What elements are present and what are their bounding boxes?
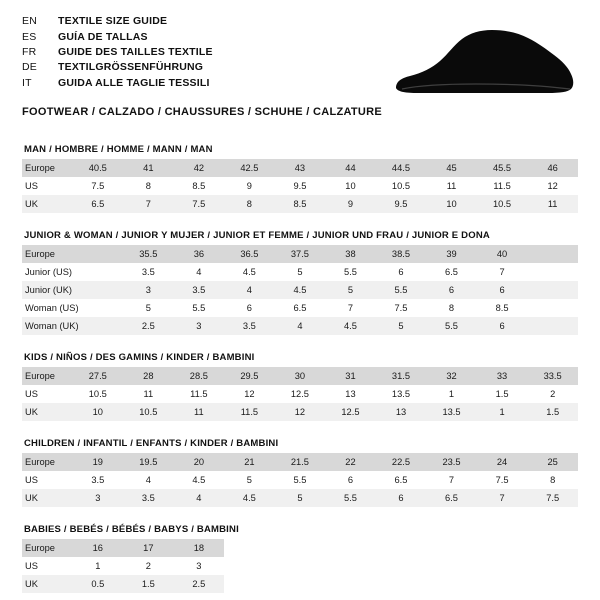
size-cell: 9.5	[376, 195, 427, 213]
size-cell: 9	[224, 177, 275, 195]
size-cell: 3.5	[174, 281, 225, 299]
size-cell: 10	[325, 177, 376, 195]
size-cell: 1.5	[477, 385, 528, 403]
table-row	[22, 557, 578, 575]
empty-cell	[275, 575, 326, 593]
size-cell: 40	[477, 245, 528, 263]
size-cell: 1	[73, 557, 124, 575]
size-cell: 20	[174, 453, 225, 471]
section-children	[22, 438, 578, 507]
size-cell: 2.5	[174, 575, 225, 593]
language-title-list-body	[22, 14, 213, 90]
size-cell: 39	[426, 245, 477, 263]
size-cell: 38.5	[376, 245, 427, 263]
size-cell: 11	[174, 403, 225, 421]
size-cell: 6.5	[426, 263, 477, 281]
language-title: TEXTILE SIZE GUIDE	[58, 15, 168, 28]
section-man	[22, 144, 578, 213]
size-cell: 8	[527, 471, 578, 489]
size-cell: 12	[527, 177, 578, 195]
size-cell: 9	[325, 195, 376, 213]
size-cell: 28.5	[174, 367, 225, 385]
row-label: UK	[22, 575, 73, 593]
table-row	[22, 489, 578, 507]
size-cell: 10.5	[73, 385, 124, 403]
size-cell: 7	[325, 299, 376, 317]
size-cell: 5.5	[325, 263, 376, 281]
size-cell: 4.5	[275, 281, 326, 299]
size-cell: 5	[275, 263, 326, 281]
language-title: TEXTILGRÖSSENFÜHRUNG	[58, 61, 204, 74]
size-cell: 37.5	[275, 245, 326, 263]
size-cell: 5	[123, 299, 174, 317]
row-label: Woman (US)	[22, 299, 73, 317]
size-cell: 1	[426, 385, 477, 403]
size-table-babies	[22, 539, 578, 593]
size-cell: 19.5	[123, 453, 174, 471]
language-row	[22, 29, 213, 44]
size-cell: 7.5	[527, 489, 578, 507]
size-cell: 3	[174, 317, 225, 335]
size-cell: 8	[426, 299, 477, 317]
size-cell: 10.5	[477, 195, 528, 213]
row-label: Junior (UK)	[22, 281, 73, 299]
size-table-body	[22, 539, 578, 593]
size-cell: 12	[224, 385, 275, 403]
size-cell: 30	[275, 367, 326, 385]
size-cell: 3.5	[73, 471, 124, 489]
header	[0, 0, 600, 90]
size-cell: 22.5	[376, 453, 427, 471]
size-cell: 38	[325, 245, 376, 263]
size-cell: 5.5	[426, 317, 477, 335]
row-label: US	[22, 557, 73, 575]
empty-cell	[527, 557, 578, 575]
size-cell: 28	[123, 367, 174, 385]
size-cell: 24	[477, 453, 528, 471]
section-spacer	[0, 421, 600, 438]
size-cell: 10.5	[123, 403, 174, 421]
empty-cell	[275, 557, 326, 575]
size-cell: 13	[325, 385, 376, 403]
size-cell: 3.5	[123, 263, 174, 281]
size-cell: 5.5	[174, 299, 225, 317]
empty-cell	[477, 557, 528, 575]
size-cell: 2.5	[123, 317, 174, 335]
size-cell: 12.5	[325, 403, 376, 421]
table-row	[22, 317, 578, 335]
size-cell: 7	[426, 471, 477, 489]
size-cell: 31	[325, 367, 376, 385]
section-spacer	[0, 213, 600, 230]
size-cell: 36	[174, 245, 225, 263]
row-label: Europe	[22, 453, 73, 471]
size-table-children	[22, 453, 578, 507]
empty-cell	[527, 539, 578, 557]
size-cell: 11	[527, 195, 578, 213]
row-label: Europe	[22, 539, 73, 557]
table-row	[22, 385, 578, 403]
size-cell: 5	[325, 281, 376, 299]
section-title: MAN / HOMBRE / HOMME / MANN / MAN	[24, 144, 213, 156]
size-cell: 41	[123, 159, 174, 177]
size-cell: 7	[477, 489, 528, 507]
size-cell: 8.5	[477, 299, 528, 317]
size-cell	[527, 317, 578, 335]
language-code: EN	[22, 15, 37, 28]
size-cell: 8.5	[275, 195, 326, 213]
row-label: Europe	[22, 367, 73, 385]
size-cell	[73, 299, 124, 317]
size-table-kids	[22, 367, 578, 421]
section-title: CHILDREN / INFANTIL / ENFANTS / KINDER / BAMBINI	[24, 438, 279, 450]
empty-cell	[325, 575, 376, 593]
language-code: IT	[22, 76, 32, 89]
size-cell: 6	[325, 471, 376, 489]
table-row	[22, 281, 578, 299]
table-row	[22, 195, 578, 213]
empty-cell	[224, 539, 275, 557]
size-cell: 6.5	[376, 471, 427, 489]
empty-cell	[224, 575, 275, 593]
empty-cell	[527, 575, 578, 593]
size-cell: 44	[325, 159, 376, 177]
size-cell: 31.5	[376, 367, 427, 385]
table-row	[22, 575, 578, 593]
size-cell: 6	[376, 489, 427, 507]
size-cell: 6.5	[275, 299, 326, 317]
size-cell: 43	[275, 159, 326, 177]
size-cell: 36.5	[224, 245, 275, 263]
language-code: DE	[22, 61, 37, 74]
size-cell: 17	[123, 539, 174, 557]
row-label: US	[22, 177, 73, 195]
row-label: US	[22, 385, 73, 403]
size-cell: 1	[477, 403, 528, 421]
empty-cell	[426, 557, 477, 575]
category-line: FOOTWEAR / CALZADO / CHAUSSURES / SCHUHE / CALZATURE	[22, 106, 383, 119]
size-table-body	[22, 453, 578, 507]
size-cell: 35.5	[123, 245, 174, 263]
size-table-body	[22, 245, 578, 335]
size-cell: 4.5	[325, 317, 376, 335]
size-cell: 10.5	[376, 177, 427, 195]
table-row	[22, 471, 578, 489]
size-cell: 10	[73, 403, 124, 421]
table-row	[22, 367, 578, 385]
size-cell: 46	[527, 159, 578, 177]
size-cell: 22	[325, 453, 376, 471]
size-cell: 4	[174, 489, 225, 507]
size-cell: 11	[123, 385, 174, 403]
empty-cell	[376, 539, 427, 557]
size-cell: 18	[174, 539, 225, 557]
size-cell	[73, 281, 124, 299]
size-cell: 4.5	[224, 263, 275, 281]
table-row	[22, 177, 578, 195]
table-row	[22, 453, 578, 471]
empty-cell	[325, 557, 376, 575]
size-cell: 5	[224, 471, 275, 489]
size-cell	[527, 281, 578, 299]
size-cell: 9.5	[275, 177, 326, 195]
size-cell: 7.5	[174, 195, 225, 213]
size-cell: 21.5	[275, 453, 326, 471]
table-row	[22, 263, 578, 281]
size-cell: 6	[224, 299, 275, 317]
section-junior-woman	[22, 230, 578, 335]
size-cell: 4.5	[174, 471, 225, 489]
size-cell: 6.5	[426, 489, 477, 507]
row-label: UK	[22, 403, 73, 421]
size-cell: 3.5	[123, 489, 174, 507]
size-cell: 12	[275, 403, 326, 421]
row-label: Junior (US)	[22, 263, 73, 281]
size-cell: 5.5	[325, 489, 376, 507]
size-cell: 8	[224, 195, 275, 213]
size-cell: 2	[527, 385, 578, 403]
size-cell: 7.5	[73, 177, 124, 195]
language-row	[22, 45, 213, 60]
size-cell: 11.5	[477, 177, 528, 195]
size-cell	[73, 263, 124, 281]
size-cell: 42.5	[224, 159, 275, 177]
size-cell: 23.5	[426, 453, 477, 471]
size-cell: 3.5	[224, 317, 275, 335]
size-cell	[527, 263, 578, 281]
size-cell: 6	[376, 263, 427, 281]
table-row	[22, 403, 578, 421]
section-spacer	[0, 507, 600, 524]
language-row	[22, 14, 213, 29]
language-title: GUÍA DE TALLAS	[58, 30, 148, 43]
size-cell: 5	[376, 317, 427, 335]
size-cell: 11.5	[224, 403, 275, 421]
size-cell: 19	[73, 453, 124, 471]
size-cell: 8.5	[174, 177, 225, 195]
table-row	[22, 539, 578, 557]
size-cell: 11.5	[174, 385, 225, 403]
size-cell: 25	[527, 453, 578, 471]
section-babies	[22, 524, 578, 593]
language-code: ES	[22, 30, 37, 43]
size-cell: 1.5	[123, 575, 174, 593]
size-cell: 6	[477, 317, 528, 335]
header-spacer	[0, 118, 600, 144]
empty-cell	[477, 539, 528, 557]
size-cell: 29.5	[224, 367, 275, 385]
size-cell	[73, 245, 124, 263]
size-cell: 6.5	[73, 195, 124, 213]
size-cell: 4	[275, 317, 326, 335]
section-title: BABIES / BEBÉS / BÉBÉS / BABYS / BAMBINI	[24, 524, 239, 536]
empty-cell	[325, 539, 376, 557]
size-cell: 8	[123, 177, 174, 195]
size-cell: 0.5	[73, 575, 124, 593]
size-cell: 13.5	[376, 385, 427, 403]
size-cell: 13	[376, 403, 427, 421]
empty-cell	[224, 557, 275, 575]
row-label: Europe	[22, 245, 73, 263]
size-cell: 3	[123, 281, 174, 299]
size-cell: 33	[477, 367, 528, 385]
dress-shoe-icon	[388, 26, 578, 98]
language-row	[22, 60, 213, 75]
size-cell: 3	[174, 557, 225, 575]
language-title: GUIDA ALLE TAGLIE TESSILI	[58, 76, 210, 89]
section-spacer	[0, 335, 600, 352]
size-cell: 27.5	[73, 367, 124, 385]
language-title-list	[22, 14, 213, 90]
size-cell: 13.5	[426, 403, 477, 421]
size-table-man	[22, 159, 578, 213]
size-cell: 4	[224, 281, 275, 299]
size-cell: 7.5	[477, 471, 528, 489]
size-cell: 42	[174, 159, 225, 177]
empty-cell	[376, 575, 427, 593]
empty-cell	[477, 575, 528, 593]
empty-cell	[376, 557, 427, 575]
row-label: UK	[22, 489, 73, 507]
size-cell: 6	[426, 281, 477, 299]
size-table-body	[22, 367, 578, 421]
size-cell	[73, 317, 124, 335]
size-cell	[527, 245, 578, 263]
row-label: Europe	[22, 159, 73, 177]
size-cell: 6	[477, 281, 528, 299]
size-cell: 44.5	[376, 159, 427, 177]
size-cell: 2	[123, 557, 174, 575]
section-title: KIDS / NIÑOS / DES GAMINS / KINDER / BAMBINI	[24, 352, 255, 364]
empty-cell	[426, 575, 477, 593]
language-title: GUIDE DES TAILLES TEXTILE	[58, 45, 213, 58]
row-label: UK	[22, 195, 73, 213]
size-cell: 5.5	[376, 281, 427, 299]
size-cell	[527, 299, 578, 317]
size-cell: 5	[275, 489, 326, 507]
section-title: JUNIOR & WOMAN / JUNIOR Y MUJER / JUNIOR ET FEMME / JUNIOR UND FRAU / JUNIOR E DONA	[24, 230, 490, 242]
size-cell: 45.5	[477, 159, 528, 177]
row-label: Woman (UK)	[22, 317, 73, 335]
size-cell: 7	[123, 195, 174, 213]
section-kids	[22, 352, 578, 421]
table-row	[22, 159, 578, 177]
table-row	[22, 299, 578, 317]
language-row	[22, 75, 213, 90]
empty-cell	[275, 539, 326, 557]
size-cell: 4.5	[224, 489, 275, 507]
size-cell: 4	[174, 263, 225, 281]
size-cell: 16	[73, 539, 124, 557]
size-cell: 45	[426, 159, 477, 177]
size-cell: 1.5	[527, 403, 578, 421]
size-table-junior-woman	[22, 245, 578, 335]
table-row	[22, 245, 578, 263]
size-cell: 40.5	[73, 159, 124, 177]
size-cell: 10	[426, 195, 477, 213]
size-table-body	[22, 159, 578, 213]
size-cell: 7.5	[376, 299, 427, 317]
size-cell: 7	[477, 263, 528, 281]
size-cell: 33.5	[527, 367, 578, 385]
size-cell: 11	[426, 177, 477, 195]
size-cell: 4	[123, 471, 174, 489]
size-cell: 12.5	[275, 385, 326, 403]
row-label: US	[22, 471, 73, 489]
empty-cell	[426, 539, 477, 557]
language-code: FR	[22, 45, 37, 58]
size-cell: 21	[224, 453, 275, 471]
size-cell: 32	[426, 367, 477, 385]
size-cell: 5.5	[275, 471, 326, 489]
size-cell: 3	[73, 489, 124, 507]
